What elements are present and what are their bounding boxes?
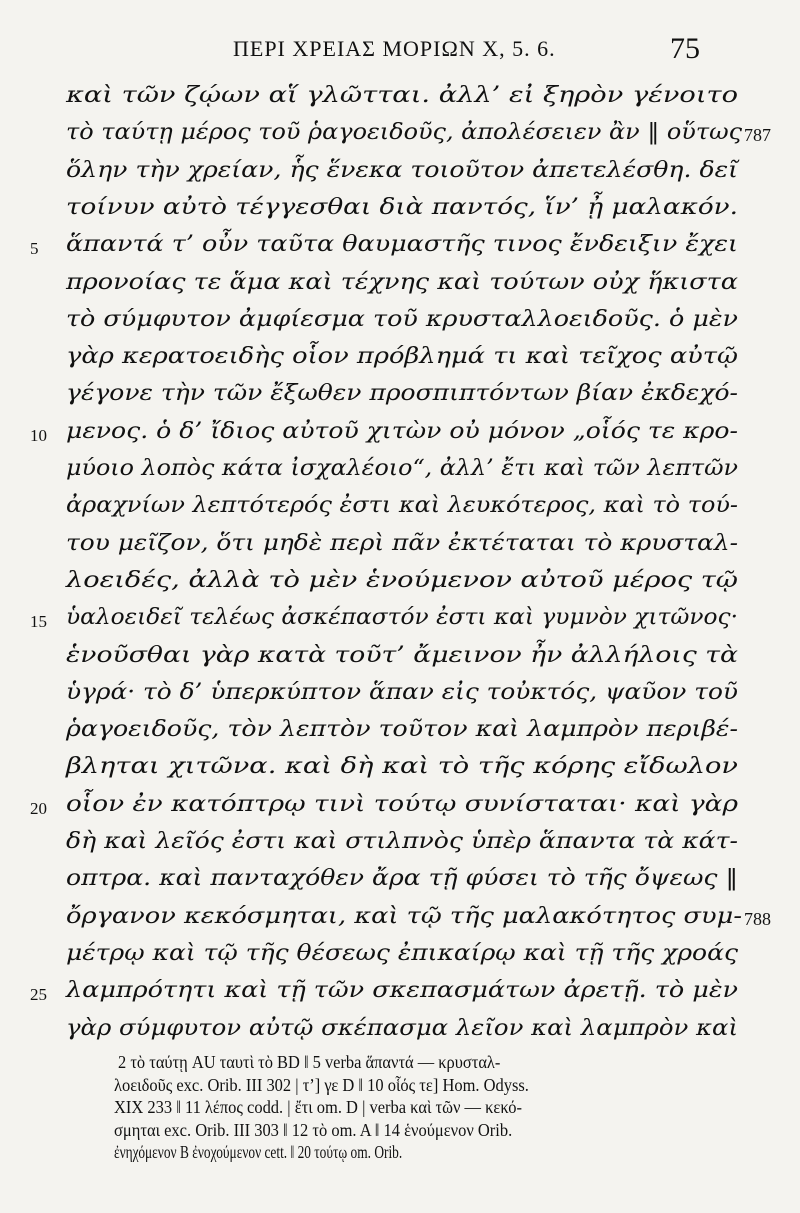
line-number: 10 [30, 425, 47, 445]
text-line [0, 903, 800, 939]
running-head: ΠΕΡΙ ΧΡΕΙΑΣ ΜΟΡΙΩΝ Χ, 5. 6. [233, 36, 556, 61]
text-line [0, 418, 800, 454]
apparatus-line: 2 τὸ ταύτῃ AU ταυτὶ τὸ BD ‖ 5 verba ἅπαντά — κρυσταλ- [118, 1052, 501, 1072]
page-header [0, 30, 800, 70]
text-line [0, 119, 800, 155]
line-text: ὑγρά· τὸ δ’ ὑπερκύπτον ἅπαν εἰς τοὐκτός, ψαῦον τοῦ [66, 678, 738, 705]
line-text: τὸ ταύτῃ μέρος τοῦ ῥαγοειδοῦς, ἀπολέσειεν ἂν ‖ οὕτως [66, 119, 742, 146]
text-line [0, 194, 800, 230]
margin-page-ref: 787 [744, 125, 771, 146]
apparatus-line: λοειδοῦς exc. Orib. III 302 | τ’] γε D ‖ 10 οἷός τε] Hom. Odyss. [114, 1074, 529, 1095]
text-line [0, 679, 800, 715]
text-line [0, 530, 800, 566]
text-line [0, 604, 800, 640]
text-line [0, 82, 800, 118]
line-text: γὰρ σύμφυτον αὐτῷ σκέπασμα λεῖον καὶ λαμπρὸν καὶ [66, 1014, 738, 1041]
text-line [0, 828, 800, 864]
line-text: ἀραχνίων λεπτότερός ἐστι καὶ λευκότερος, καὶ τὸ τού- [66, 492, 738, 519]
line-number: 20 [30, 798, 47, 818]
text-line [0, 567, 800, 603]
text-line [0, 306, 800, 342]
line-text: οπτρα. καὶ πανταχόθεν ἄρα τῇ φύσει τὸ τῆς ὄψεως ‖ [66, 865, 739, 892]
text-line [0, 642, 800, 678]
text-line [0, 791, 800, 827]
line-text: λοειδές, ἀλλὰ τὸ μὲν ἑνούμενον αὐτοῦ μέρος τῷ [66, 566, 738, 593]
line-text: λαμπρότητι καὶ τῇ τῶν σκεπασμάτων ἀρετῇ. τὸ μὲν [66, 977, 738, 1004]
text-line [0, 157, 800, 193]
text-line [0, 977, 800, 1013]
line-text: ὄργανον κεκόσμηται, καὶ τῷ τῆς μαλακότητος συμ- [66, 902, 742, 929]
text-line [0, 380, 800, 416]
line-text: γὰρ κερατοειδὴς οἷον πρόβλημά τι καὶ τεῖχος αὐτῷ [66, 343, 738, 370]
line-text: προνοίας τε ἅμα καὶ τέχνης καὶ τούτων οὐχ ἥκιστα [66, 268, 738, 295]
text-line [0, 343, 800, 379]
page-number: 75 [670, 32, 700, 65]
text-line [0, 231, 800, 267]
line-text: μέτρῳ καὶ τῷ τῆς θέσεως ἐπικαίρῳ καὶ τῇ τῆς χροάς [66, 939, 738, 966]
line-number: 5 [30, 239, 39, 259]
text-line [0, 865, 800, 901]
line-text: ὑαλοειδεῖ τελέως ἀσκέπαστόν ἐστι καὶ γυμνὸν χιτῶνος· [66, 604, 738, 631]
line-number: 25 [30, 985, 47, 1005]
line-text: ἅπαντά τ’ οὖν ταῦτα θαυμαστῆς τινος ἔνδειξιν ἔχει [66, 231, 738, 258]
margin-page-ref: 788 [744, 908, 771, 929]
text-line [0, 940, 800, 976]
line-text: δὴ καὶ λεῖός ἐστι καὶ στιλπνὸς ὑπὲρ ἅπαντα τὰ κάτ- [66, 828, 738, 854]
line-text: ὅλην τὴν χρείαν, ἧς ἕνεκα τοιοῦτον ἀπετελέσθη. δεῖ [66, 156, 739, 183]
line-text: του μεῖζον, ὅτι μηδὲ περὶ πᾶν ἐκτέταται τὸ κρυσταλ- [66, 529, 738, 556]
line-number: 15 [30, 612, 47, 632]
text-line [0, 753, 800, 789]
text-line [0, 269, 800, 305]
line-text: μενος. ὁ δ’ ἴδιος αὐτοῦ χιτὼν οὐ μόνον „οἷός τε κρο- [66, 417, 738, 444]
apparatus-line: XIX 233 ‖ 11 λέπος codd. | ἔτι om. D | verba καὶ τῶν — κεκό- [114, 1097, 523, 1117]
text-line [0, 1015, 800, 1051]
line-text: μύοιο λοπὸς κάτα ἰσχαλέοιο“, ἀλλ’ ἔτι καὶ τῶν λεπτῶν [66, 455, 738, 481]
line-text: καὶ τῶν ζῴων αἵ γλῶτται. ἀλλ’ εἰ ξηρὸν γένοιτο [66, 82, 738, 108]
line-text: οἷον ἐν κατόπτρῳ τινὶ τούτῳ συνίσταται· καὶ γὰρ [66, 790, 738, 817]
line-text: τοίνυν αὐτὸ τέγγεσθαι διὰ παντός, ἵν’ ᾖ μαλακόν. [66, 193, 738, 220]
apparatus-line: σμηται exc. Orib. III 303 ‖ 12 τὸ om. A ‖ 14 ἑνούμενον Orib. [114, 1119, 513, 1140]
text-line [0, 716, 800, 752]
line-text: γέγονε τὴν τῶν ἔξωθεν προσπιπτόντων βίαν ἐκδεχό- [66, 380, 738, 407]
text-line [0, 455, 800, 491]
apparatus-line: ἐνηχόμενον B ἐνοχούμενον cett. ‖ 20 τούτῳ om. Orib. [114, 1142, 403, 1162]
line-text: ἑνοῦσθαι γὰρ κατὰ τοῦτ’ ἄμεινον ἦν ἀλλήλοις τὰ [66, 641, 738, 668]
line-text: βληται χιτῶνα. καὶ δὴ καὶ τὸ τῆς κόρης εἴδωλον [66, 753, 739, 780]
line-text: ῥαγοειδοῦς, τὸν λεπτὸν τοῦτον καὶ λαμπρὸν περιβέ- [66, 716, 738, 743]
line-text: τὸ σύμφυτον ἀμφίεσμα τοῦ κρυσταλλοειδοῦς. ὁ μὲν [66, 305, 738, 332]
text-line [0, 492, 800, 528]
